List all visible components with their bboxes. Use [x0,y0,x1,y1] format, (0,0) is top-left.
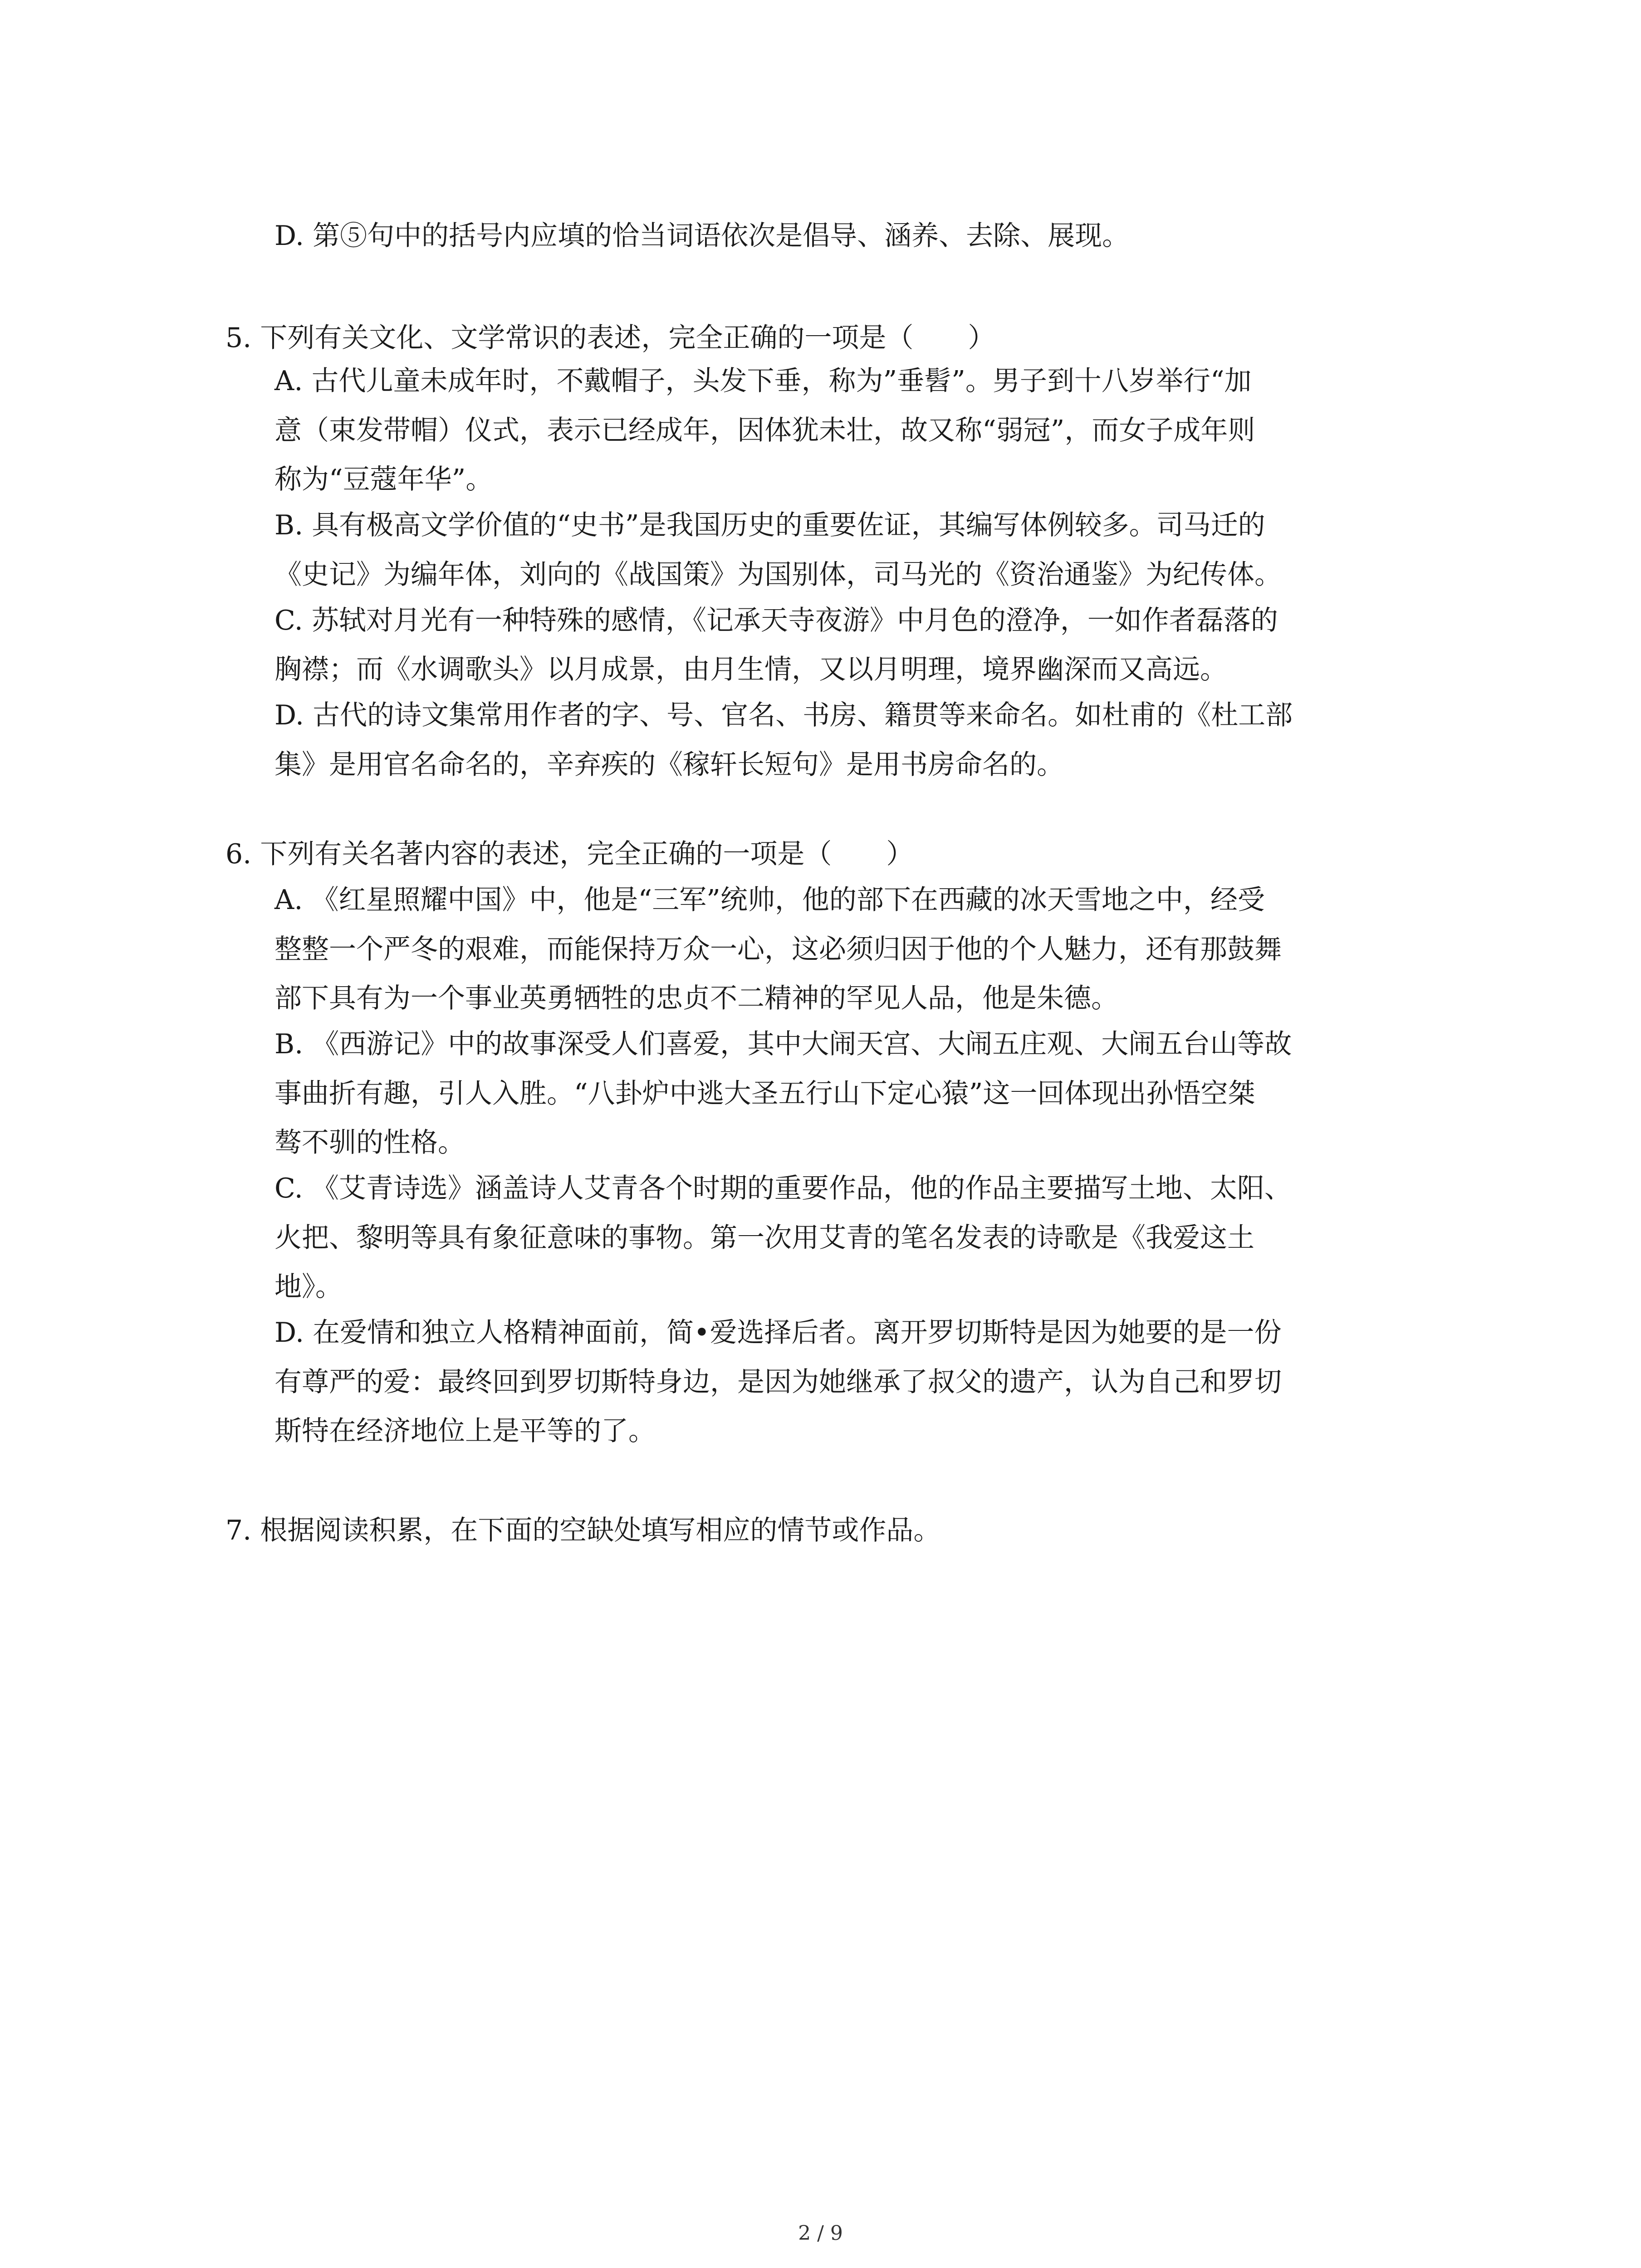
page-number: 2 / 9 [798,2222,843,2245]
q6-option-b-line1: B. 《西游记》中的故事深受人们喜爱，其中大闹天宫、大闹五庄观、大闹五台山等故 [274,1028,1292,1060]
q5-option-a-line2: 意（束发带帽）仪式，表示已经成年，因体犹未壮，故又称“弱冠”，而女子成年则 [274,415,1255,446]
q5-option-d-line1: D. 古代的诗文集常用作者的字、号、官名、书房、籍贯等来命名。如杜甫的《杜工部 [274,699,1293,731]
q6-option-c-line3: 地》。 [274,1271,343,1303]
q6-option-d-line1: D. 在爱情和独立人格精神面前，简•爱选择后者。离开罗切斯特是因为她要的是一份 [274,1317,1282,1349]
q6-option-c-line2: 火把、黎明等具有象征意味的事物。第一次用艾青的笔名发表的诗歌是《我爱这土 [274,1222,1254,1254]
q5-option-d-line2: 集》是用官名命名的，辛弃疾的《稼轩长短句》是用书房命名的。 [274,749,1064,781]
q5-option-c-line2: 胸襟；而《水调歌头》以月成景，由月生情，又以月明理，境界幽深而又高远。 [274,654,1227,685]
q6-option-a-line2: 整整一个严冬的艰难，而能保持万众一心，这必须归因于他的个人魅力，还有那鼓舞 [274,934,1282,965]
q6-option-b-line3: 骜不驯的性格。 [274,1127,465,1158]
prev-option-d: D. 第⑤句中的括号内应填的恰当词语依次是倡导、涵养、去除、展现。 [274,220,1130,252]
q6-option-b-line2: 事曲折有趣，引人入胜。“八卦炉中逃大圣五行山下定心猿”这一回体现出孙悟空桀 [274,1078,1255,1110]
q6-option-a-line1: A. 《红星照耀中国》中，他是“三军”统帅，他的部下在西藏的冰天雪地之中，经受 [274,884,1265,916]
q5-option-a-line1: A. 古代儿童未成年时，不戴帽子，头发下垂，称为”垂髫”。男子到十八岁举行“加 [274,365,1252,397]
question-7-stem: 7. 根据阅读积累，在下面的空缺处填写相应的情节或作品。 [225,1515,941,1546]
q5-option-a-line3: 称为“豆蔻年华”。 [274,464,493,495]
q6-option-a-line3: 部下具有为一个事业英勇牺牲的忠贞不二精神的罕见人品，他是朱德。 [274,982,1118,1014]
q5-option-b-line1: B. 具有极高文学价值的“史书”是我国历史的重要佐证，其编写体例较多。司马迁的 [274,509,1265,541]
q6-option-d-line2: 有尊严的爱：最终回到罗切斯特身边，是因为她继承了叔父的遗产，认为自己和罗切 [274,1366,1282,1398]
q5-option-b-line2: 《史记》为编年体，刘向的《战国策》为国别体，司马光的《资治通鉴》为纪传体。 [274,559,1282,591]
q6-option-d-line3: 斯特在经济地位上是平等的了。 [274,1415,656,1447]
question-6-stem: 6. 下列有关名著内容的表述，完全正确的一项是（ ） [225,838,914,870]
question-5-stem: 5. 下列有关文化、文学常识的表述，完全正确的一项是（ ） [225,322,995,354]
q6-option-c-line1: C. 《艾青诗选》涵盖诗人艾青各个时期的重要作品，他的作品主要描写土地、太阳、 [274,1173,1292,1204]
q5-option-c-line1: C. 苏轼对月光有一种特殊的感情，《记承天寺夜游》中月色的澄净，一如作者磊落的 [274,605,1278,636]
